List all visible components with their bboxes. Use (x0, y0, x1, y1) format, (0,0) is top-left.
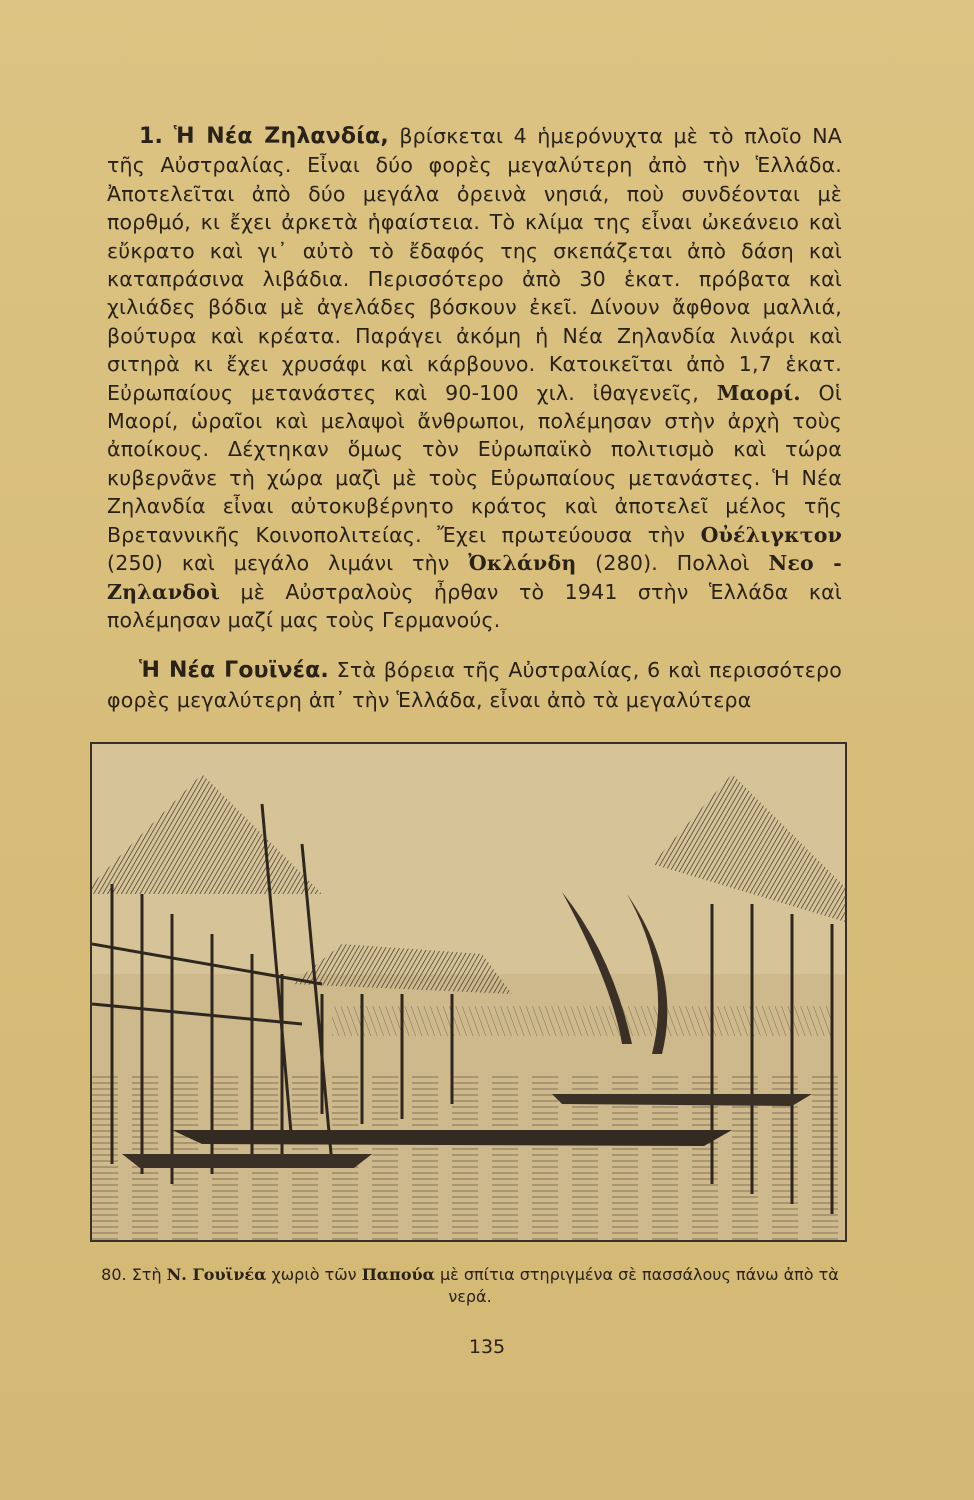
figure-caption (90, 1264, 850, 1308)
caption-text: Στὴ (126, 1265, 167, 1284)
paragraph-new-guinea (107, 656, 842, 714)
paragraph-text: (280). Πολλοὶ (576, 551, 769, 576)
term-wellington: Οὐέλιγκτον (700, 522, 842, 547)
section-number: 1. (139, 124, 164, 149)
section-heading-new-guinea: Ἡ Νέα Γουϊνέα. (139, 658, 329, 684)
section-heading-new-zealand: Ἡ Νέα Ζηλανδία, (173, 124, 389, 149)
paragraph-text: μὲ Αὐστραλοὺς ἦρθαν τὸ 1941 στὴν Ἑλλάδα καὶ πολέμησαν μαζί μας τοὺς Γερμανούς. (107, 579, 842, 632)
paragraph-new-zealand (107, 122, 842, 634)
caption-term-papua: Παπούα (361, 1265, 435, 1284)
paragraph-text: βρίσκεται 4 ἡμερόνυχτα μὲ τὸ πλοῖο ΝΑ τῆς Αὐστραλίας. Εἶναι δύο φορὲς μεγαλύτερη ἀπὸ τὴν Ἑλλάδα. Ἀποτελεῖται ἀπὸ δύο μεγάλα ὀρεινὰ νησιά, ποὺ συνδέονται μὲ πορθμό, κι ἔχει ἀρκετὰ ἡφαίστεια. Τὸ κλίμα της εἶναι ὠκεάνειο καὶ εὔκρατο καὶ γι᾽ αὐτὸ τὸ ἔδαφός της σκεπάζεται ἀπὸ δάση καὶ καταπράσινα λιβάδια. Περισσότερο ἀπὸ 30 ἑκατ. πρόβατα καὶ χιλιάδες βόδια μὲ ἀγελάδες βόσκουν ἐκεῖ. Δίνουν ἄφθονα μαλλιά, βούτυρα καὶ κρέατα. Παράγει ἀκόμη ἡ Νέα Ζηλανδία λινάρι καὶ σιτηρὰ κι ἔχει χρυσάφι καὶ κάρβουνο. Κατοικεῖται ἀπὸ 1,7 ἑκατ. Εὐρωπαίους μετανάστες καὶ 90-100 χιλ. ἰθαγενεῖς, (107, 124, 843, 405)
illustration-drawing (92, 744, 845, 1240)
paragraph-text: Στὰ βόρεια τῆς Αὐστραλίας, 6 καὶ περισσότερο φορὲς μεγαλύτερη ἀπ᾽ τὴν Ἑλλάδα, εἶναι ἀπὸ τὰ μεγαλύτερα (107, 658, 842, 712)
paragraph-text: (250) καὶ μεγάλο λιμάνι τὴν (107, 551, 469, 576)
term-maori: Μαορί. (716, 380, 801, 405)
caption-term-new-guinea: Ν. Γουϊνέα (166, 1265, 267, 1284)
caption-number: 80. (101, 1265, 127, 1284)
term-new-zealanders: Νεο - Ζηλανδοὶ (107, 551, 842, 604)
caption-text: μὲ σπίτια στηριγμένα σὲ πασσάλους πάνω ἀπὸ τὰ νερά. (434, 1265, 839, 1306)
body-text (107, 122, 842, 714)
paragraph-text: Οἱ Μαορί, ὡραῖοι καὶ μελαψοὶ ἄνθρωποι, πολέμησαν στὴν ἀρχὴ τοὺς ἀποίκους. Δέχτηκαν ὅμως τὸν Εὐρωπαϊκὸ πολιτισμὸ καὶ τώρα κυβερνᾶνε τὴ χώρα μαζὶ μὲ τοὺς Εὐρωπαίους μετανάστες. Ἡ Νέα Ζηλανδία εἶναι αὐτοκυβέρνητο κράτος καὶ ἀποτελεῖ μέλος τῆς Βρεταννικῆς Κοινοπολιτείας. Ἔχει πρωτεύουσα τὴν (107, 380, 842, 547)
caption-text: χωριὸ τῶν (266, 1265, 362, 1284)
page-number: 135 (468, 1336, 506, 1358)
term-auckland: Ὀκλάνδη (468, 551, 577, 576)
illustration-papua-village (90, 742, 847, 1242)
